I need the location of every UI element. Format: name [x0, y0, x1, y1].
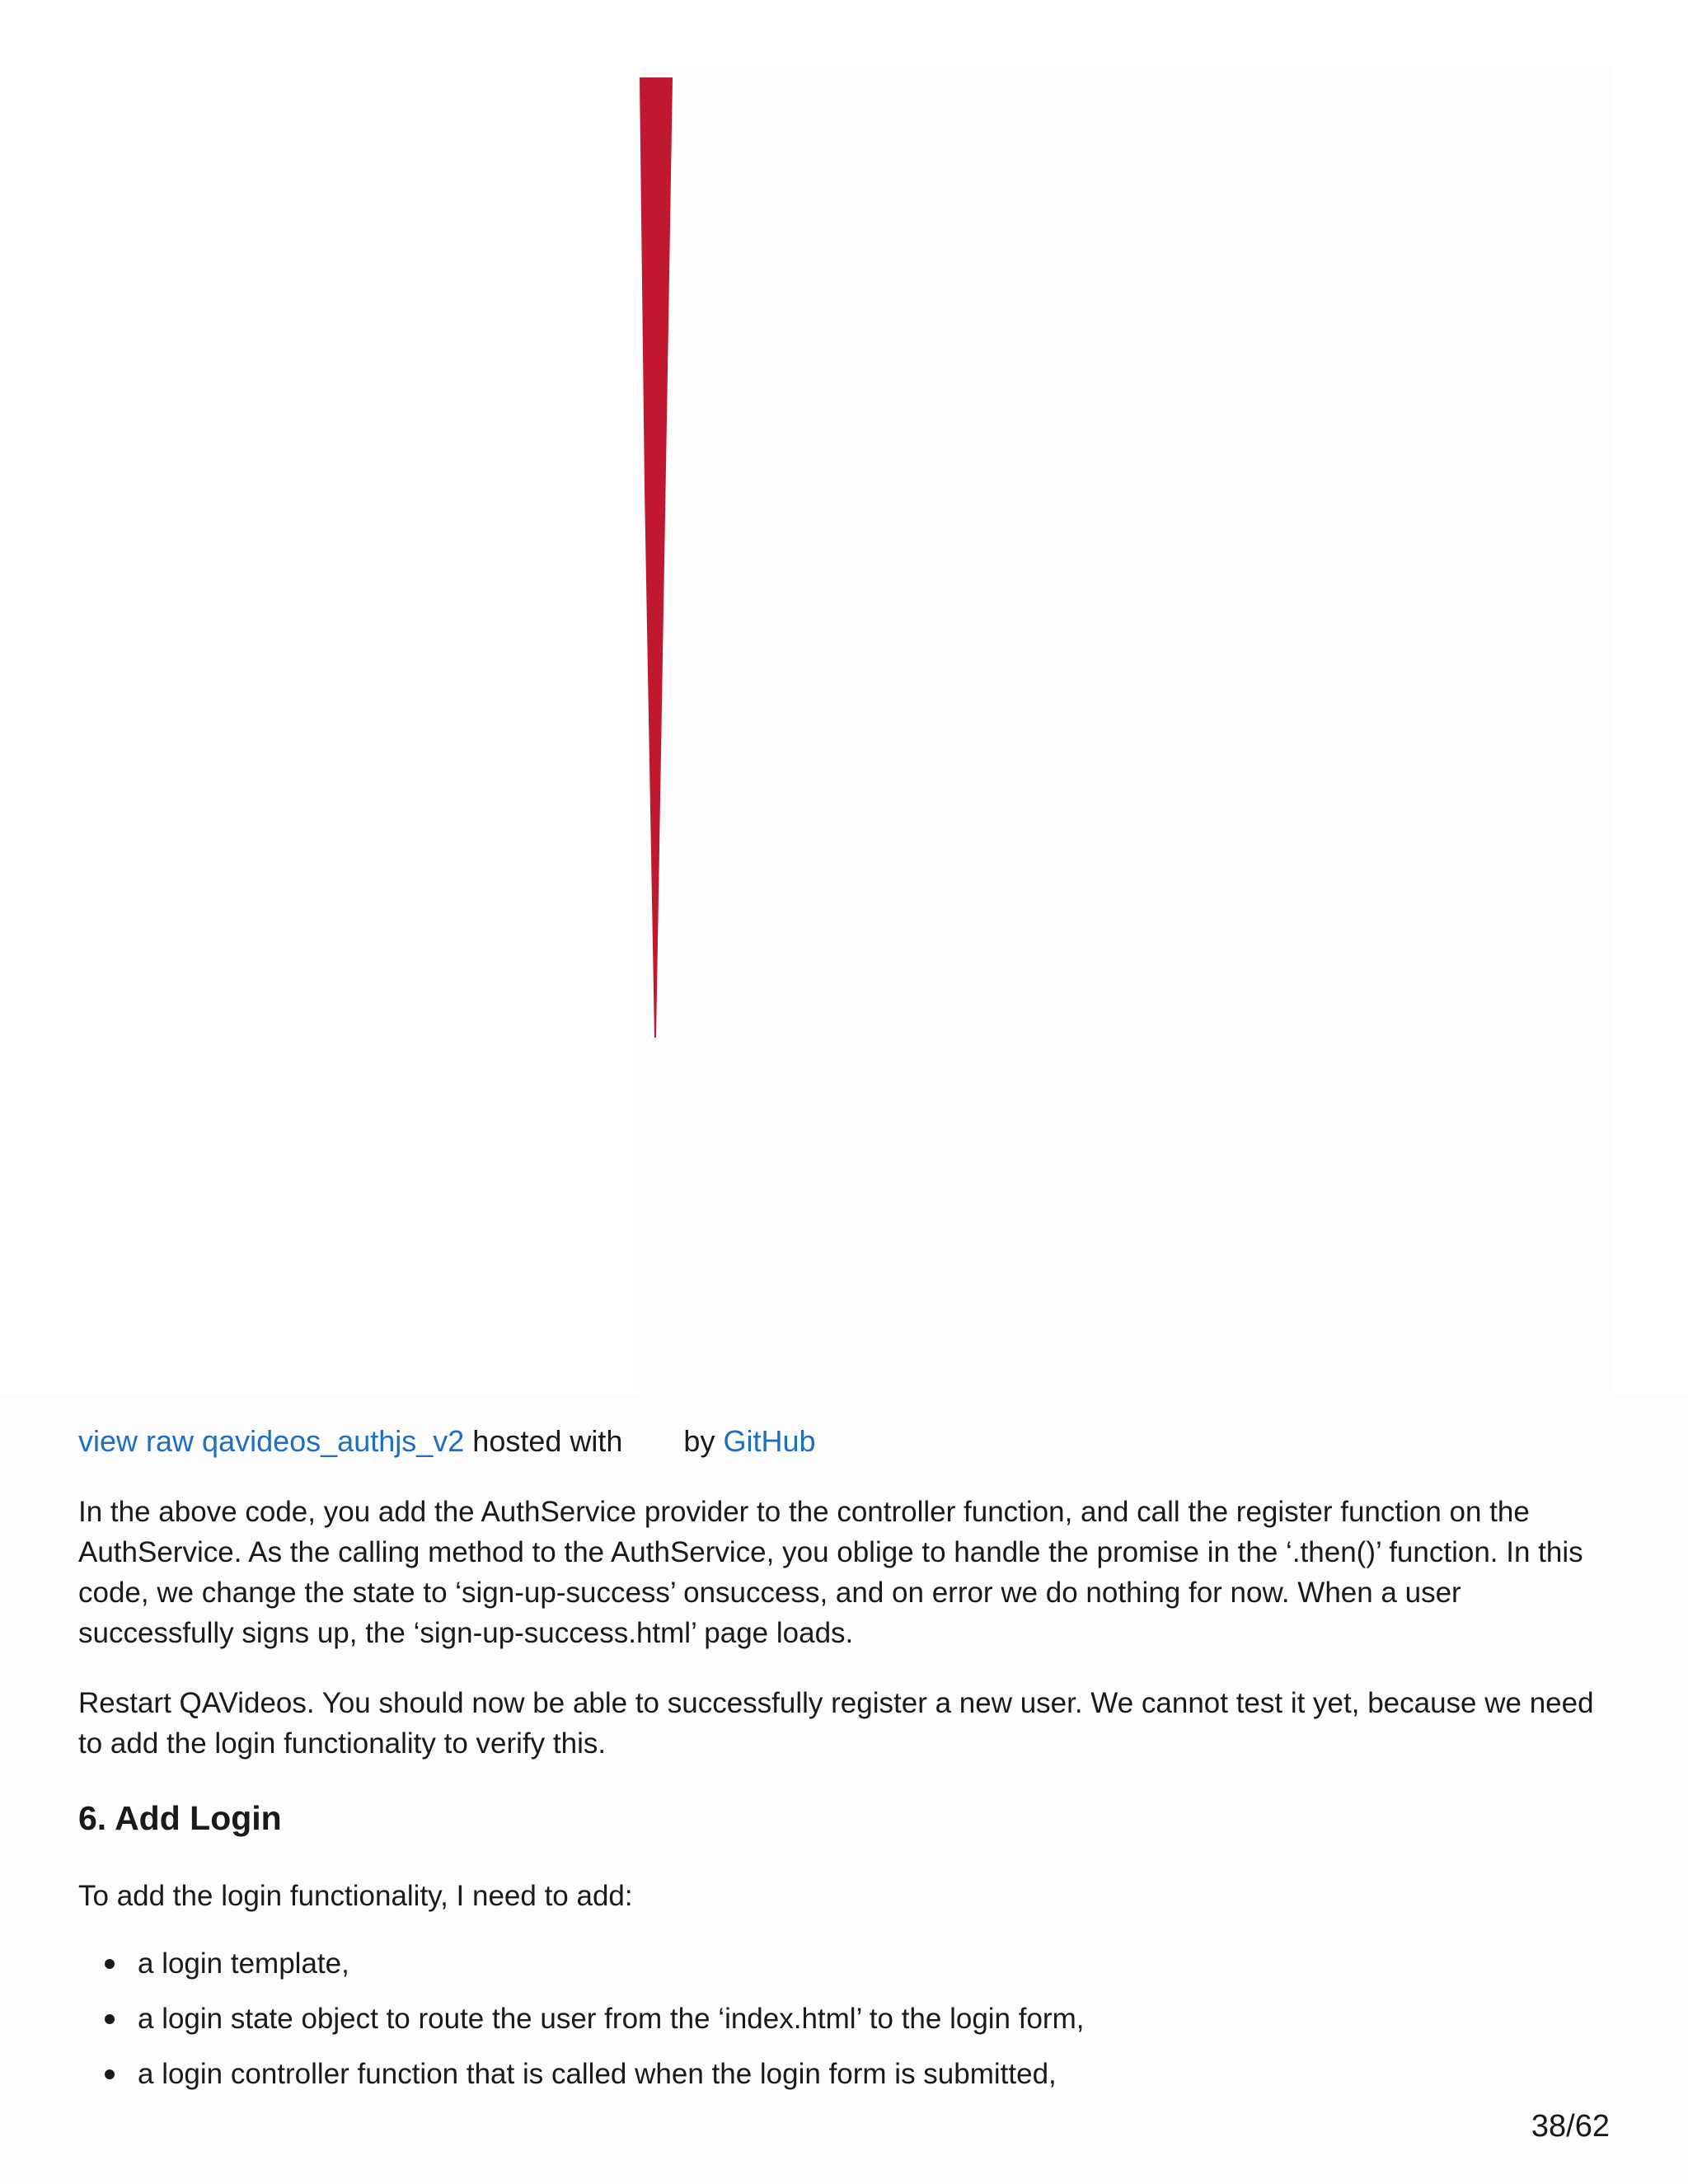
gist-file-link[interactable]: qavideos_authjs_v2 — [202, 1424, 465, 1458]
page-number: 38/62 — [1531, 2109, 1610, 2144]
section-heading: 6. Add Login — [78, 1799, 282, 1837]
embedded-gist-area — [78, 66, 1611, 1401]
paragraph-code-explanation: In the above code, you add the AuthService provider to the controller function, and call the register function on the AuthService. As the calling method to the AuthService, you oblige to handle the promise in the ‘.then()’ function. In this code, we change the state to ‘sign-up-success’ onsuccess, and on error we do nothing for now. When a user successfully signs up, the ‘sign-up-success.html’ page loads. — [78, 1496, 1583, 1649]
paragraph-login-intro: To add the login functionality, I need to add: — [78, 1880, 633, 1912]
list-item: a login controller function that is called when the login form is submitted, — [78, 2054, 1611, 2094]
list-item: a login state object to route the user from the ‘index.html’ to the login form, — [78, 1999, 1611, 2039]
gist-meta — [78, 1422, 816, 1461]
red-spike-graphic — [640, 77, 673, 1038]
by-text: by — [683, 1424, 715, 1458]
paragraph-restart: Restart QAVideos. You should now be able to successfully register a new user. We cannot test it yet, because we need to add the login functionality to verify this. — [78, 1687, 1594, 1760]
view-raw-link[interactable]: view raw — [78, 1424, 195, 1458]
hosted-with-text: hosted with — [472, 1424, 623, 1458]
gist-gutter — [78, 66, 639, 1401]
github-link[interactable]: GitHub — [723, 1424, 816, 1458]
login-requirements-list — [78, 1943, 1611, 2109]
list-item: a login template, — [78, 1943, 1611, 1984]
